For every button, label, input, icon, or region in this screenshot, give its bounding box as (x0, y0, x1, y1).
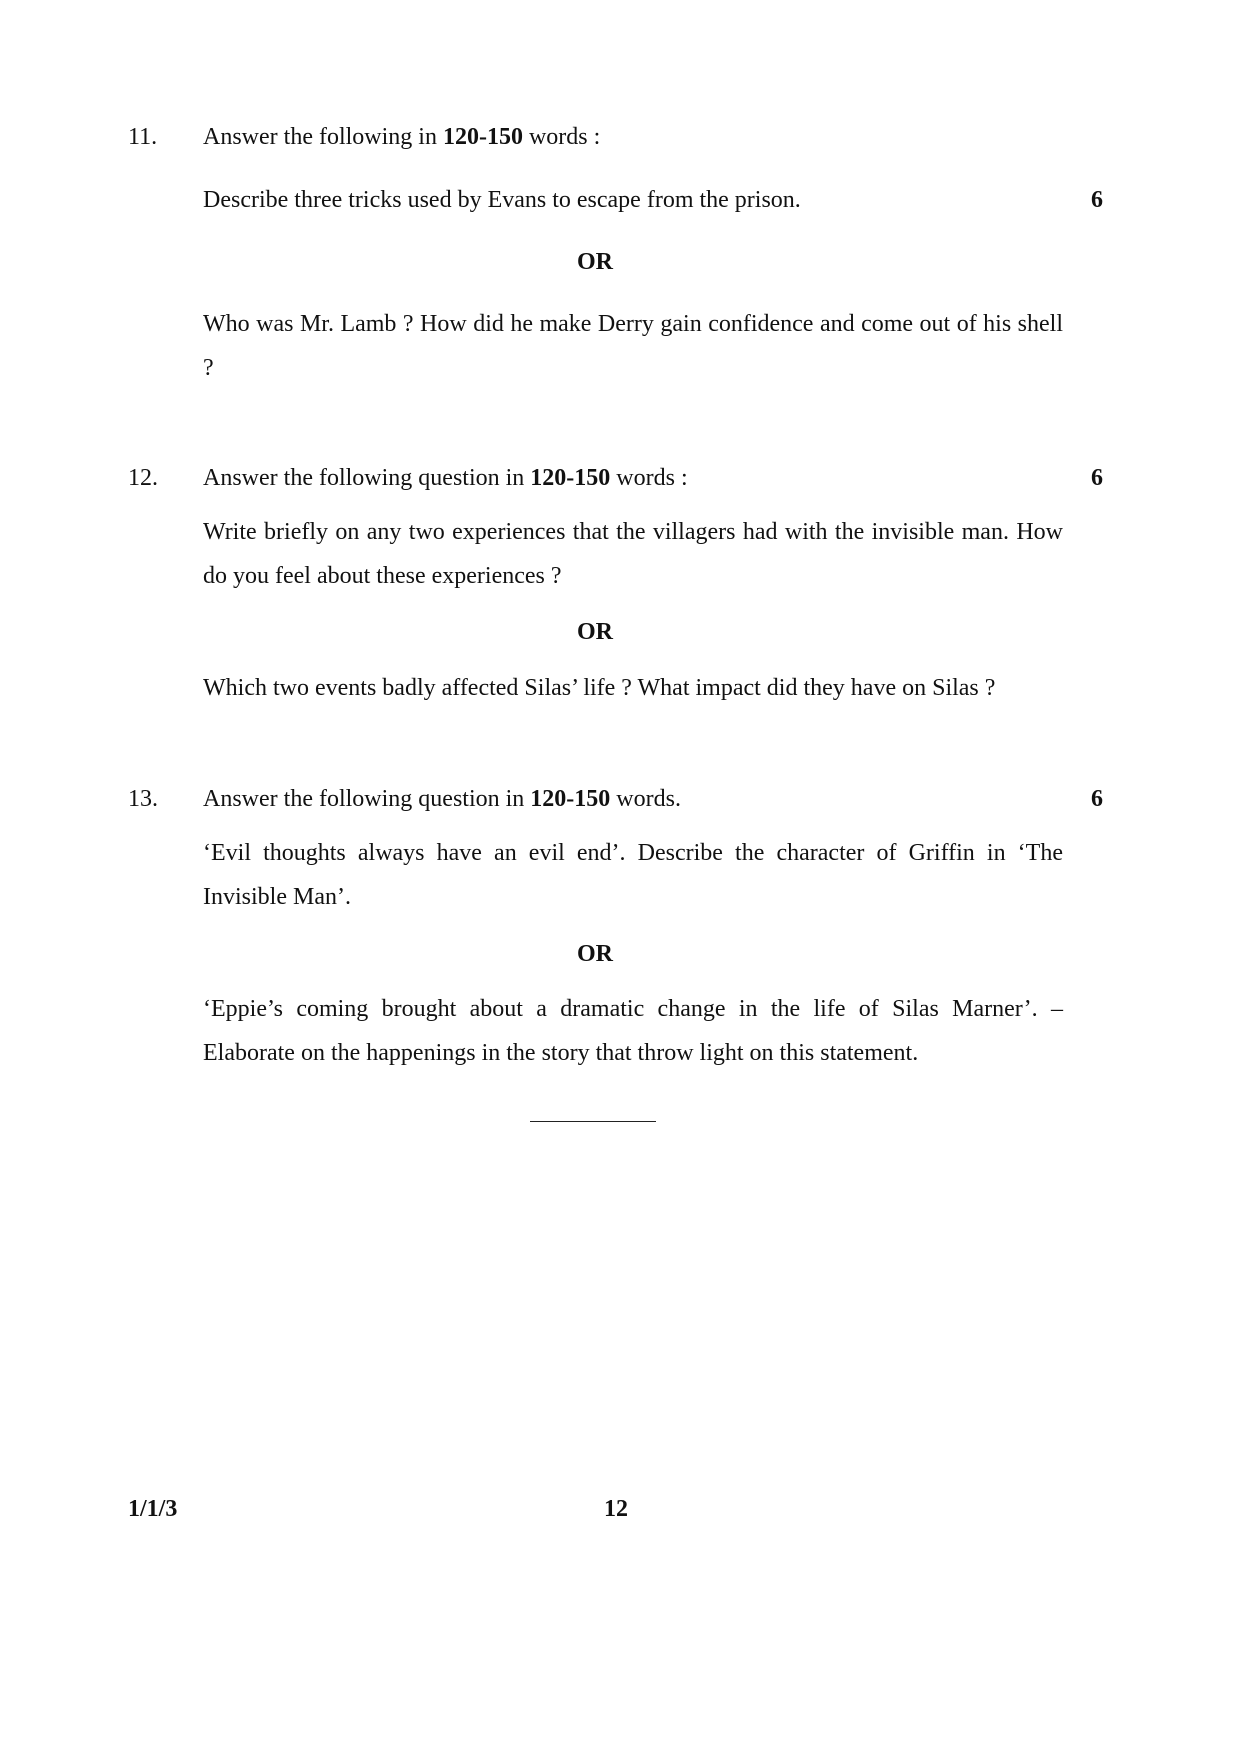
question-instruction: Answer the following question in 120-150 words. (203, 786, 681, 812)
or-separator: OR (577, 249, 613, 275)
question-number: 12. (128, 465, 158, 491)
or-separator: OR (577, 941, 613, 967)
end-of-paper-rule (530, 1121, 656, 1122)
question-option-b: Who was Mr. Lamb ? How did he make Derry gain confidence and come out of his shell ? (203, 311, 1063, 381)
question-marks: 6 (1091, 187, 1103, 213)
or-separator: OR (577, 619, 613, 645)
question-option-a: ‘Evil thoughts always have an evil end’. Describe the character of Griffin in ‘The Invisible Man’. (203, 840, 1063, 910)
question-instruction: Answer the following question in 120-150 words : (203, 465, 688, 491)
question-marks: 6 (1091, 465, 1103, 491)
question-number: 13. (128, 786, 158, 812)
question-instruction: Answer the following in 120-150 words : (203, 124, 601, 150)
paper-code: 1/1/3 (128, 1496, 178, 1522)
question-option-a: Describe three tricks used by Evans to escape from the prison. (203, 187, 801, 213)
question-marks: 6 (1091, 786, 1103, 812)
page-number: 12 (604, 1496, 628, 1522)
question-option-b: ‘Eppie’s coming brought about a dramatic change in the life of Silas Marner’. – Elaborate on the happenings in the story that throw light on this statement. (203, 996, 1063, 1066)
question-number: 11. (128, 124, 158, 150)
question-option-b: Which two events badly affected Silas’ life ? What impact did they have on Silas ? (203, 675, 996, 701)
question-option-a: Write briefly on any two experiences that the villagers had with the invisible man. How do you feel about these experiences ? (203, 519, 1063, 589)
